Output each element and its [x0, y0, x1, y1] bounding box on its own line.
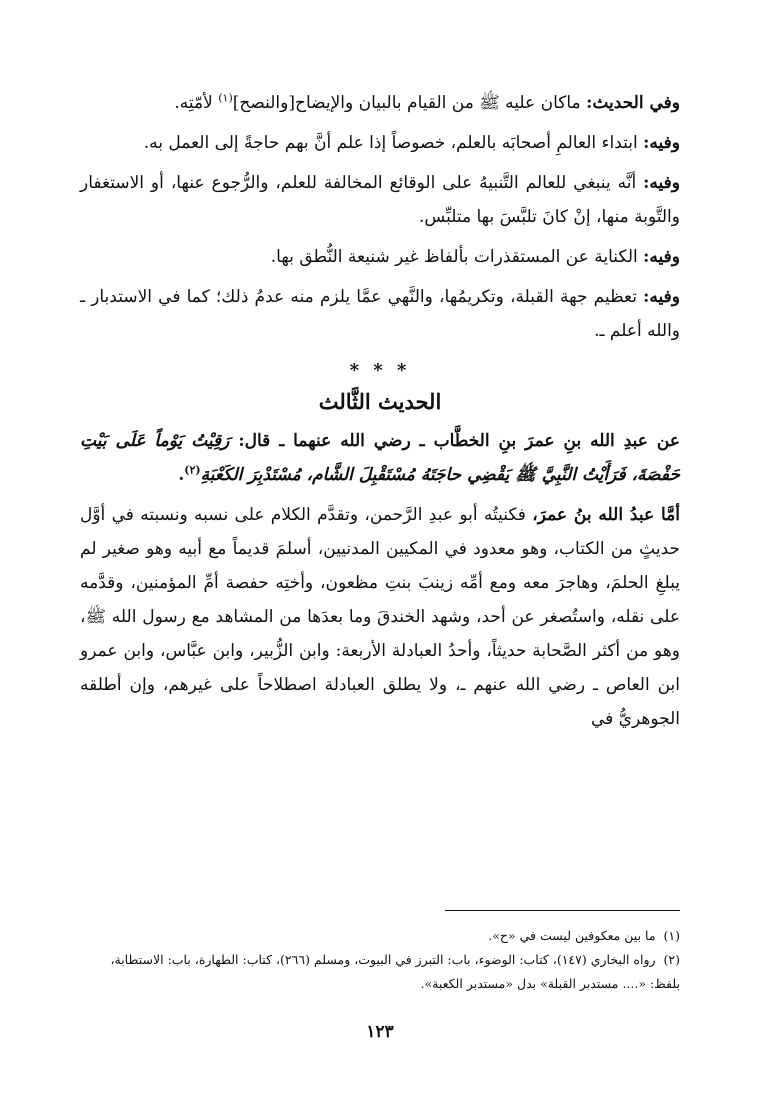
section-divider: * * *	[349, 360, 411, 381]
footnotes	[80, 924, 680, 996]
paragraph-tail: لأمّتِه.	[174, 93, 219, 113]
paragraph-1	[80, 86, 680, 120]
footnote-number: (٢)	[663, 952, 680, 967]
paragraph-lead: وفيه:	[643, 173, 680, 193]
footnote-text: ما بين معكوفين ليست في «ح».	[488, 928, 656, 943]
page-body	[80, 86, 680, 742]
page-number: ١٢٣	[366, 1022, 394, 1042]
paragraph-text: ابتداء العالمِ أصحابَه بالعلم، خصوصاً إذا علم أنَّ بهم حاجةً إلى العمل به.	[143, 133, 644, 153]
footnote-number: (١)	[663, 928, 680, 943]
biography-text: فكنيتُه أبو عبدِ الرَّحمن، وتقدَّم الكلام على نسبه ونسبته في أوَّل حديثٍ من الكتاب، وهو معدود في المكيين المدنيين، أسلمَ قديماً مع أبيه وهو صغير لم يبلغِ الحلمَ، وهاجرَ معه ومع أمِّه زينبَ بنتِ مظعون، وأختِه حفصة أمِّ المؤمنين، وقدَّمه على نقله، واستُصغر عن أحد، وشهد الخندقَ وما بعدَها من المشاهد مع رسول الله ﷺ، وهو من أكثر الصَّحابة حديثاً، وأحدُ العبادلة الأربعة: وابن الزُّبير، وابن عبَّاس، وابن عمرو ابن العاص ـ رضي الله عنهم ـ، ولا يطلق العبادلة اصطلاحاً على غيرهم، وإن أطلقه الجوهريُّ في	[80, 505, 680, 729]
paragraph-5	[80, 280, 680, 348]
paragraph-lead: وفيه:	[643, 133, 680, 153]
hadith-intro: عن عبدِ الله بنِ عمرَ بنِ الخطَّاب ـ رضي الله عنهما ـ قال:	[229, 431, 680, 451]
paragraph-3	[80, 166, 680, 234]
paragraph-lead: وفيه:	[643, 287, 680, 307]
paragraph-lead: وفي الحديث:	[586, 93, 680, 113]
paragraph-text: الكناية عن المستقذرات بألفاظ غير شنيعة النُّطق بها.	[270, 247, 644, 267]
hadith-quote: رَقِيْتُ يَوْماً عَلَى بَيْتِ حَفْصَةَ، فَرَأَيْتُ النَّبِيَّ ﷺ يَقْضِي حاجَتَهُ مُسْتَقْبِلَ الشَّام، مُسْتَدْبِرَ الكَعْبَةِ	[80, 431, 680, 485]
paragraph-2	[80, 126, 680, 160]
paragraph-text: ماكان عليه ﷺ من القيام بالبيان والإيضاح[والنصح]	[232, 93, 587, 113]
paragraph-4	[80, 240, 680, 274]
footnote-ref-2[interactable]: (٢)	[184, 463, 201, 477]
paragraph-lead: وفيه:	[643, 247, 680, 267]
section-heading: الحديث الثَّالث	[318, 389, 442, 414]
hadith-text	[80, 424, 680, 492]
footnote-text: رواه البخاري (١٤٧)، كتاب: الوضوء، باب: التبرز في البيوت، ومسلم (٢٦٦)، كتاب: الطهارة، باب: الاستطابة، بلفظ: «.... مستدبر القبلة» بدل «مستدبر الكعبة».	[110, 952, 680, 991]
hadith-end: .	[178, 465, 185, 485]
footnote-separator	[445, 910, 680, 911]
footnote-ref-1[interactable]: (١)	[218, 91, 233, 105]
biography-lead: أمَّا عبدُ الله بنُ عمرَ،	[532, 505, 680, 525]
footnote-2	[80, 948, 680, 996]
footnote-1	[80, 924, 680, 948]
paragraph-text: أنَّه ينبغي للعالم التَّنبيهُ على الوقائع المخالفة للعلم، والرُّجوع عنها، أو الاستغفار والتَّوبة منها، إنْ كانَ تلبَّسَ بها متلبِّس.	[80, 173, 680, 227]
paragraph-text: تعظيم جهة القبلة، وتكريمُها، والنَّهي عمَّا يلزم منه عدمُ ذلك؛ كما في الاستدبار ـ والله أعلم ـ.	[80, 287, 680, 341]
biography-paragraph	[80, 498, 680, 736]
